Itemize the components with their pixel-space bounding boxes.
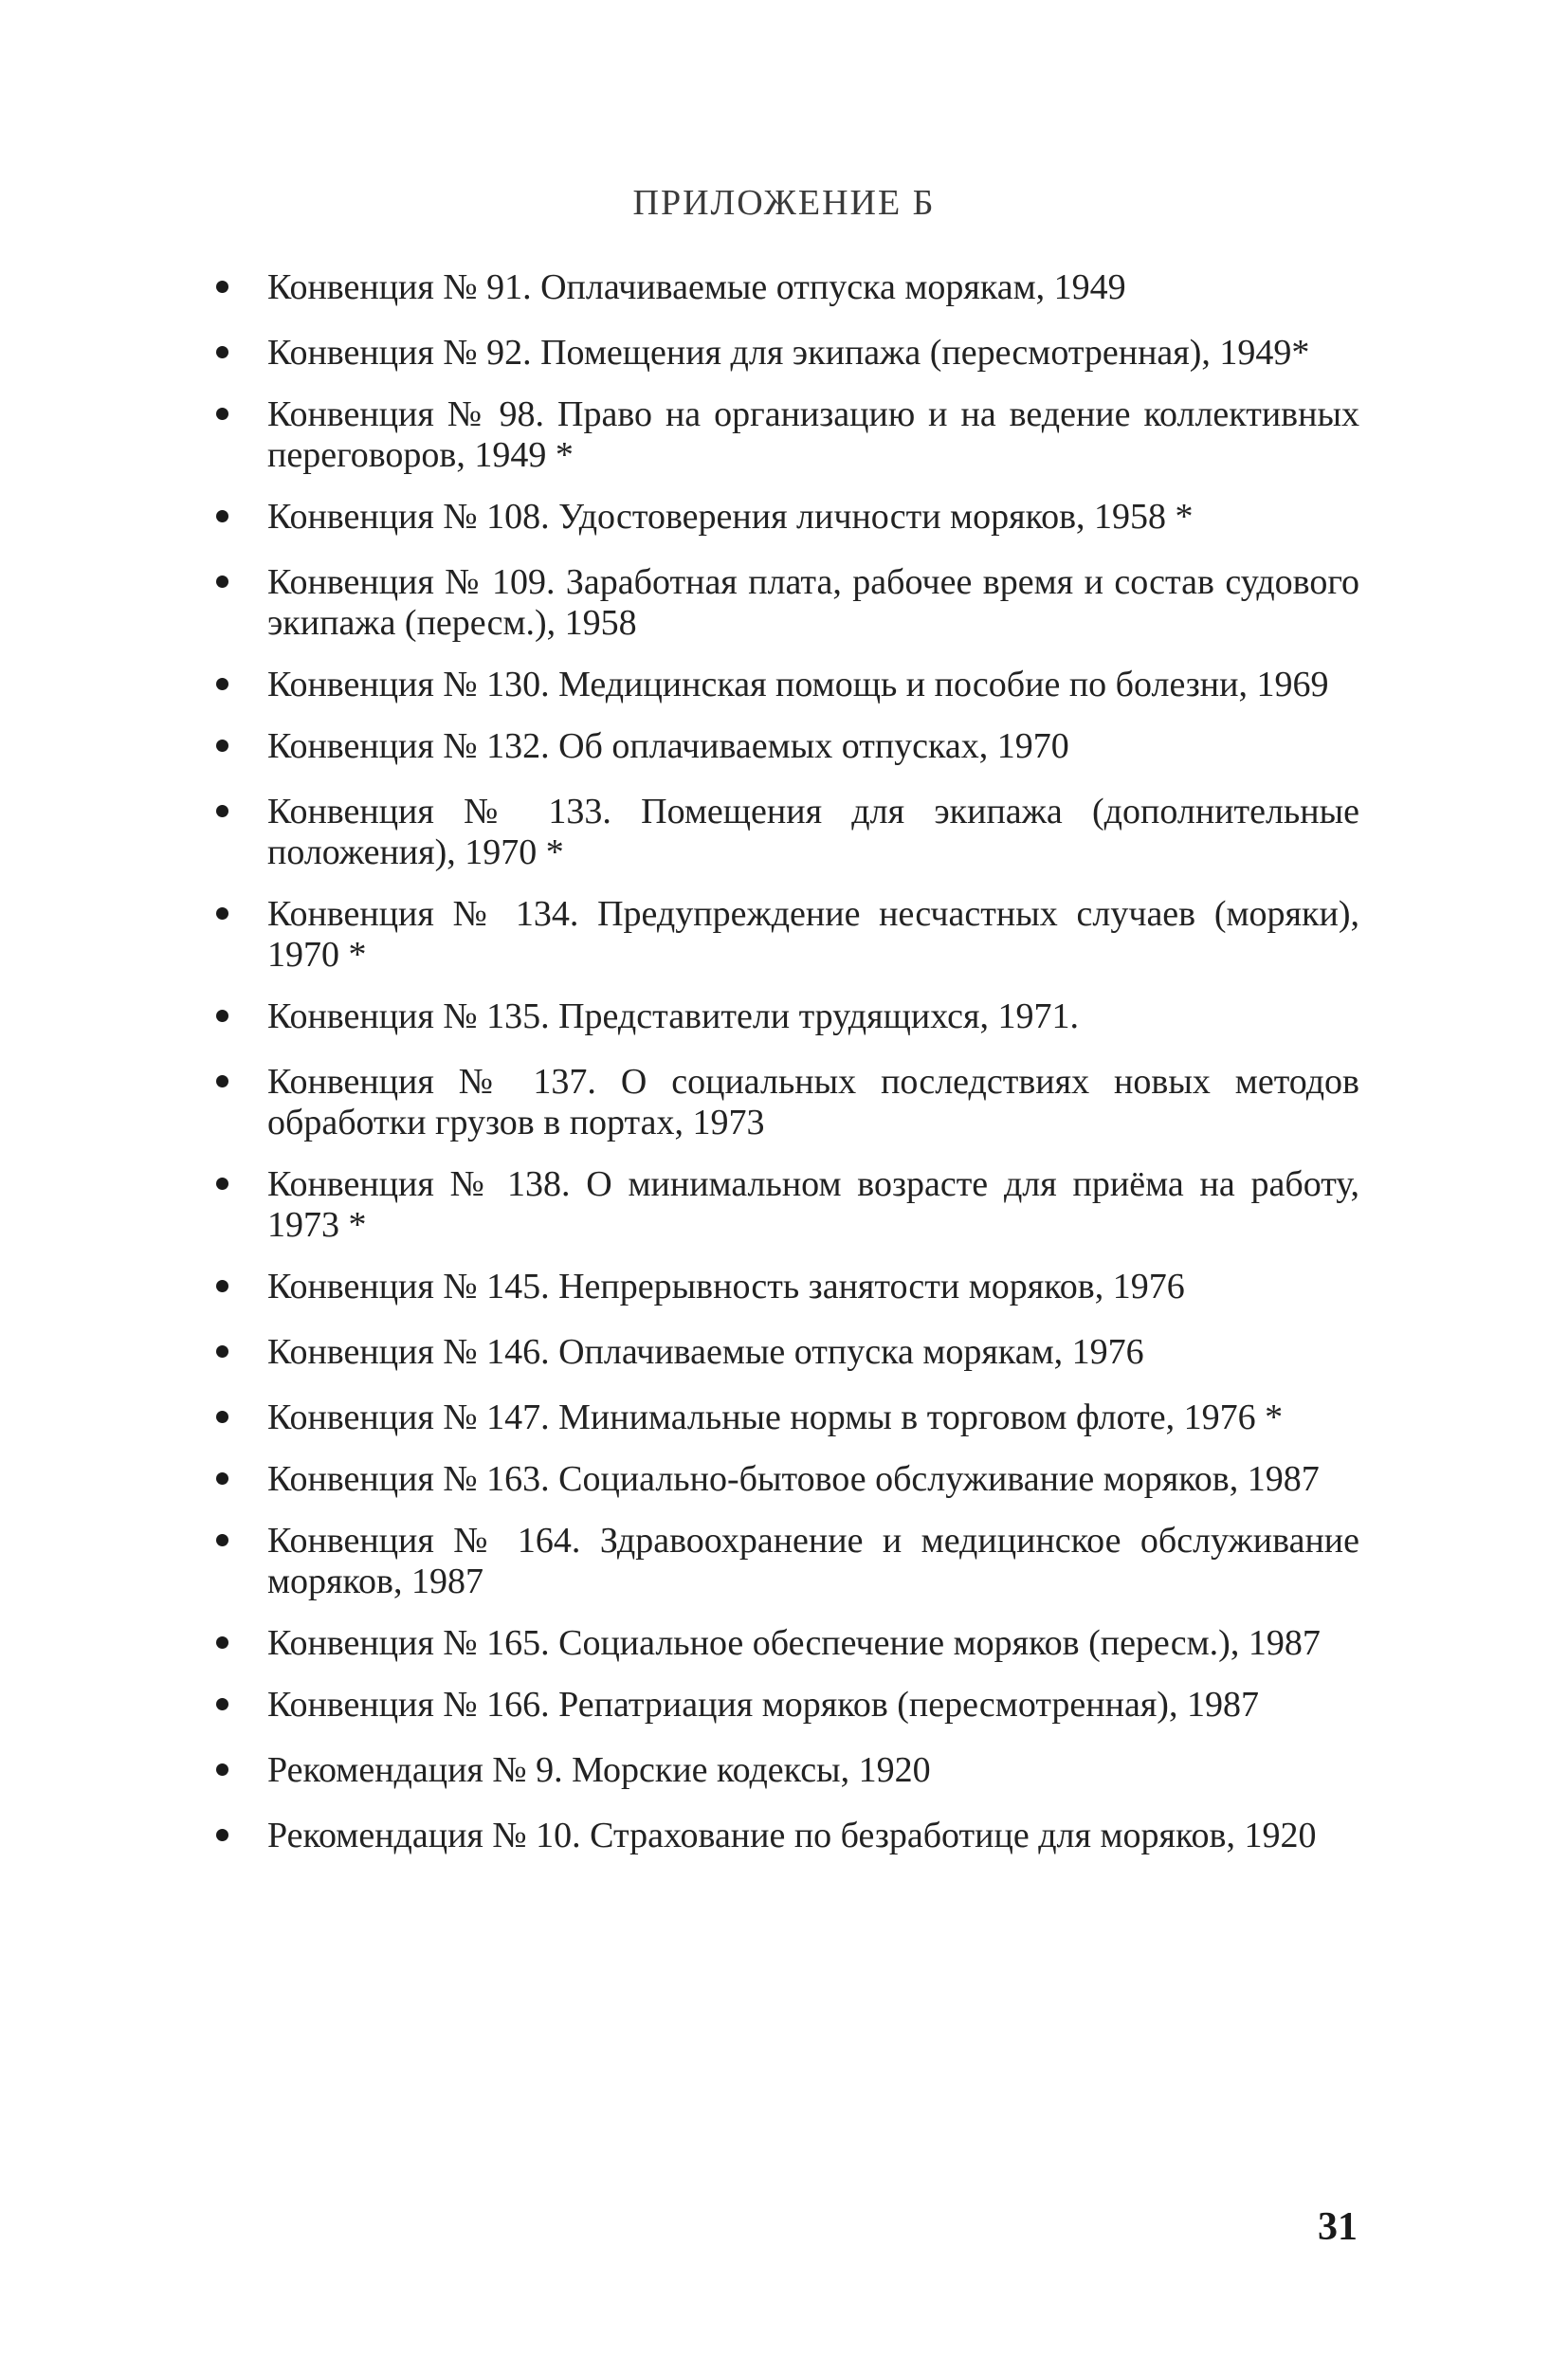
list-item-text: Рекомендация № 9. Морские кодексы, 1920 (267, 1750, 931, 1790)
list-item (210, 1459, 1359, 1500)
list-item (210, 1332, 1359, 1373)
list-item-text: Конвенция № 164. Здравоохранение и медицинское обслуживание моряков, 1987 (267, 1521, 1359, 1601)
list-item (210, 996, 1359, 1037)
bullet-icon (216, 408, 228, 420)
bullet-icon (216, 1698, 228, 1710)
bullet-icon (216, 1411, 228, 1423)
list-item (210, 1267, 1359, 1307)
list-item-text: Конвенция № 132. Об оплачиваемых отпусках, 1970 (267, 726, 1069, 766)
list-item (210, 394, 1359, 476)
bullet-icon (216, 1345, 228, 1358)
bullet-icon (216, 740, 228, 752)
list-item-text: Конвенция № 108. Удостоверения личности моряков, 1958 * (267, 497, 1194, 537)
list-item (210, 1685, 1359, 1726)
list-item-text: Конвенция № 146. Оплачиваемые отпуска морякам, 1976 (267, 1332, 1144, 1372)
list-item-text: Конвенция № 134. Предупреждение несчастных случаев (моряки), 1970 * (267, 894, 1359, 975)
bullet-icon (216, 907, 228, 920)
list-item (210, 1623, 1359, 1664)
bullet-icon (216, 678, 228, 690)
list-item-text: Конвенция № 147. Минимальные нормы в торговом флоте, 1976 * (267, 1398, 1284, 1437)
conventions-list (210, 267, 1359, 1877)
list-item-text: Конвенция № 133. Помещения для экипажа (дополнительные положения), 1970 * (267, 792, 1359, 872)
list-item (210, 1750, 1359, 1791)
bullet-icon (216, 575, 228, 588)
bullet-icon (216, 1763, 228, 1776)
list-item (210, 792, 1359, 873)
list-item-text: Конвенция № 135. Представители трудящихся, 1971. (267, 996, 1079, 1036)
list-item (210, 1398, 1359, 1438)
bullet-icon (216, 1636, 228, 1649)
list-item-text: Конвенция № 166. Репатриация моряков (пересмотренная), 1987 (267, 1685, 1259, 1725)
list-item (210, 1521, 1359, 1602)
list-item (210, 497, 1359, 538)
list-item-text: Рекомендация № 10. Страхование по безработице для моряков, 1920 (267, 1816, 1317, 1855)
list-item-text: Конвенция № 137. О социальных последствиях новых методов обработки грузов в портах, 1973 (267, 1062, 1359, 1142)
bullet-icon (216, 1472, 228, 1485)
bullet-icon (216, 1075, 228, 1087)
page-number: 31 (1318, 2205, 1358, 2249)
list-item-text: Конвенция № 145. Непрерывность занятости моряков, 1976 (267, 1267, 1185, 1306)
list-item-text: Конвенция № 165. Социальное обеспечение моряков (пересм.), 1987 (267, 1623, 1321, 1663)
bullet-icon (216, 1534, 228, 1546)
list-item-text: Конвенция № 92. Помещения для экипажа (пересмотренная), 1949* (267, 333, 1310, 373)
bullet-icon (216, 281, 228, 293)
bullet-icon (216, 1280, 228, 1292)
list-item-text: Конвенция № 109. Заработная плата, рабочее время и состав судового экипажа (пересм.), 1958 (267, 562, 1359, 643)
list-item-text: Конвенция № 98. Право на организацию и на ведение коллективных переговоров, 1949 * (267, 394, 1359, 475)
appendix-title: ПРИЛОЖЕНИЕ Б (632, 183, 936, 223)
list-item-text: Конвенция № 91. Оплачиваемые отпуска морякам, 1949 (267, 267, 1126, 307)
list-item-text: Конвенция № 163. Социально-бытовое обслуживание моряков, 1987 (267, 1459, 1320, 1499)
bullet-icon (216, 1829, 228, 1841)
bullet-icon (216, 346, 228, 358)
list-item-text: Конвенция № 130. Медицинская помощь и пособие по болезни, 1969 (267, 665, 1329, 704)
list-item (210, 1164, 1359, 1246)
list-item (210, 267, 1359, 308)
bullet-icon (216, 1010, 228, 1022)
list-item (210, 562, 1359, 644)
list-item (210, 1062, 1359, 1143)
bullet-icon (216, 805, 228, 817)
list-item (210, 333, 1359, 374)
list-item-text: Конвенция № 138. О минимальном возрасте для приёма на работу, 1973 * (267, 1164, 1359, 1245)
list-item (210, 726, 1359, 767)
list-item (210, 665, 1359, 705)
list-item (210, 1816, 1359, 1856)
bullet-icon (216, 510, 228, 522)
list-item (210, 894, 1359, 976)
bullet-icon (216, 1178, 228, 1190)
